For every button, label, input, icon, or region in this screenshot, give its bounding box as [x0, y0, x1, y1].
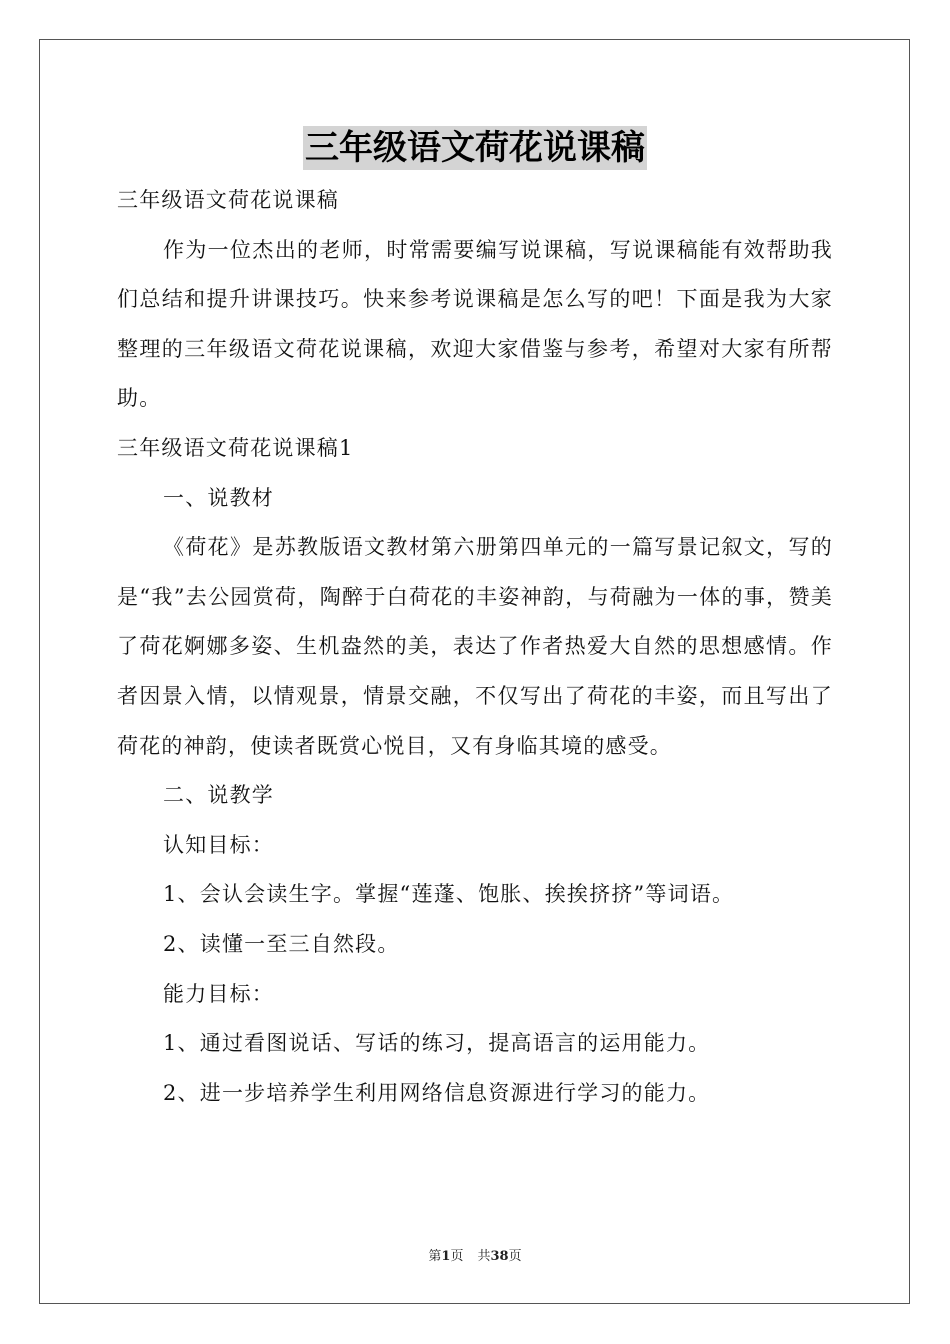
subtitle-line: 三年级语文荷花说课稿 [117, 188, 339, 212]
ability-goal-item: 1、通过看图说话、写话的练习，提高语言的运用能力。 [163, 1031, 711, 1056]
ability-goals-label: 能力目标： [163, 981, 274, 1006]
document-body [117, 176, 833, 1118]
total-unit: 页 [508, 1249, 522, 1264]
page-prefix: 第 [428, 1249, 442, 1264]
page-footer [0, 1245, 950, 1264]
subheading-teaching-material: 一、说教材 [163, 485, 274, 510]
title-area [0, 126, 950, 170]
teaching-material-paragraph: 《荷花》是苏教版语文教材第六册第四单元的一篇写景记叙文，写的是“我”去公园赏荷，陶醉于白荷花的丰姿神韵，与荷融为一体的事，赞美了荷花婀娜多姿、生机盎然的美，表达了作者热爱大自然的思想感情。作者因景入情，以情观景，情景交融，不仅写出了荷花的丰姿，而且写出了荷花的神韵，使读者既赏心悦目，又有身临其境的感受。 [117, 535, 833, 758]
intro-paragraph: 作为一位杰出的老师，时常需要编写说课稿，写说课稿能有效帮助我们总结和提升讲课技巧。快来参考说课稿是怎么写的吧！下面是我为大家整理的三年级语文荷花说课稿，欢迎大家借鉴与参考，希望对大家有所帮助。 [117, 237, 833, 411]
page-unit: 页 [450, 1249, 464, 1264]
cognitive-goal-item: 2、读懂一至三自然段。 [163, 931, 400, 956]
cognitive-goal-item: 1、会认会读生字。掌握“莲蓬、饱胀、挨挨挤挤”等词语。 [163, 882, 735, 907]
total-prefix: 共 [477, 1249, 491, 1264]
current-page-number: 1 [441, 1249, 451, 1264]
cognitive-goals-label: 认知目标： [163, 832, 274, 857]
subheading-teaching: 二、说教学 [163, 783, 274, 808]
section-heading: 三年级语文荷花说课稿1 [117, 435, 354, 460]
document-title: 三年级语文荷花说课稿 [305, 128, 645, 168]
ability-goal-item: 2、进一步培养学生利用网络信息资源进行学习的能力。 [163, 1080, 711, 1105]
total-page-number: 38 [490, 1249, 509, 1264]
